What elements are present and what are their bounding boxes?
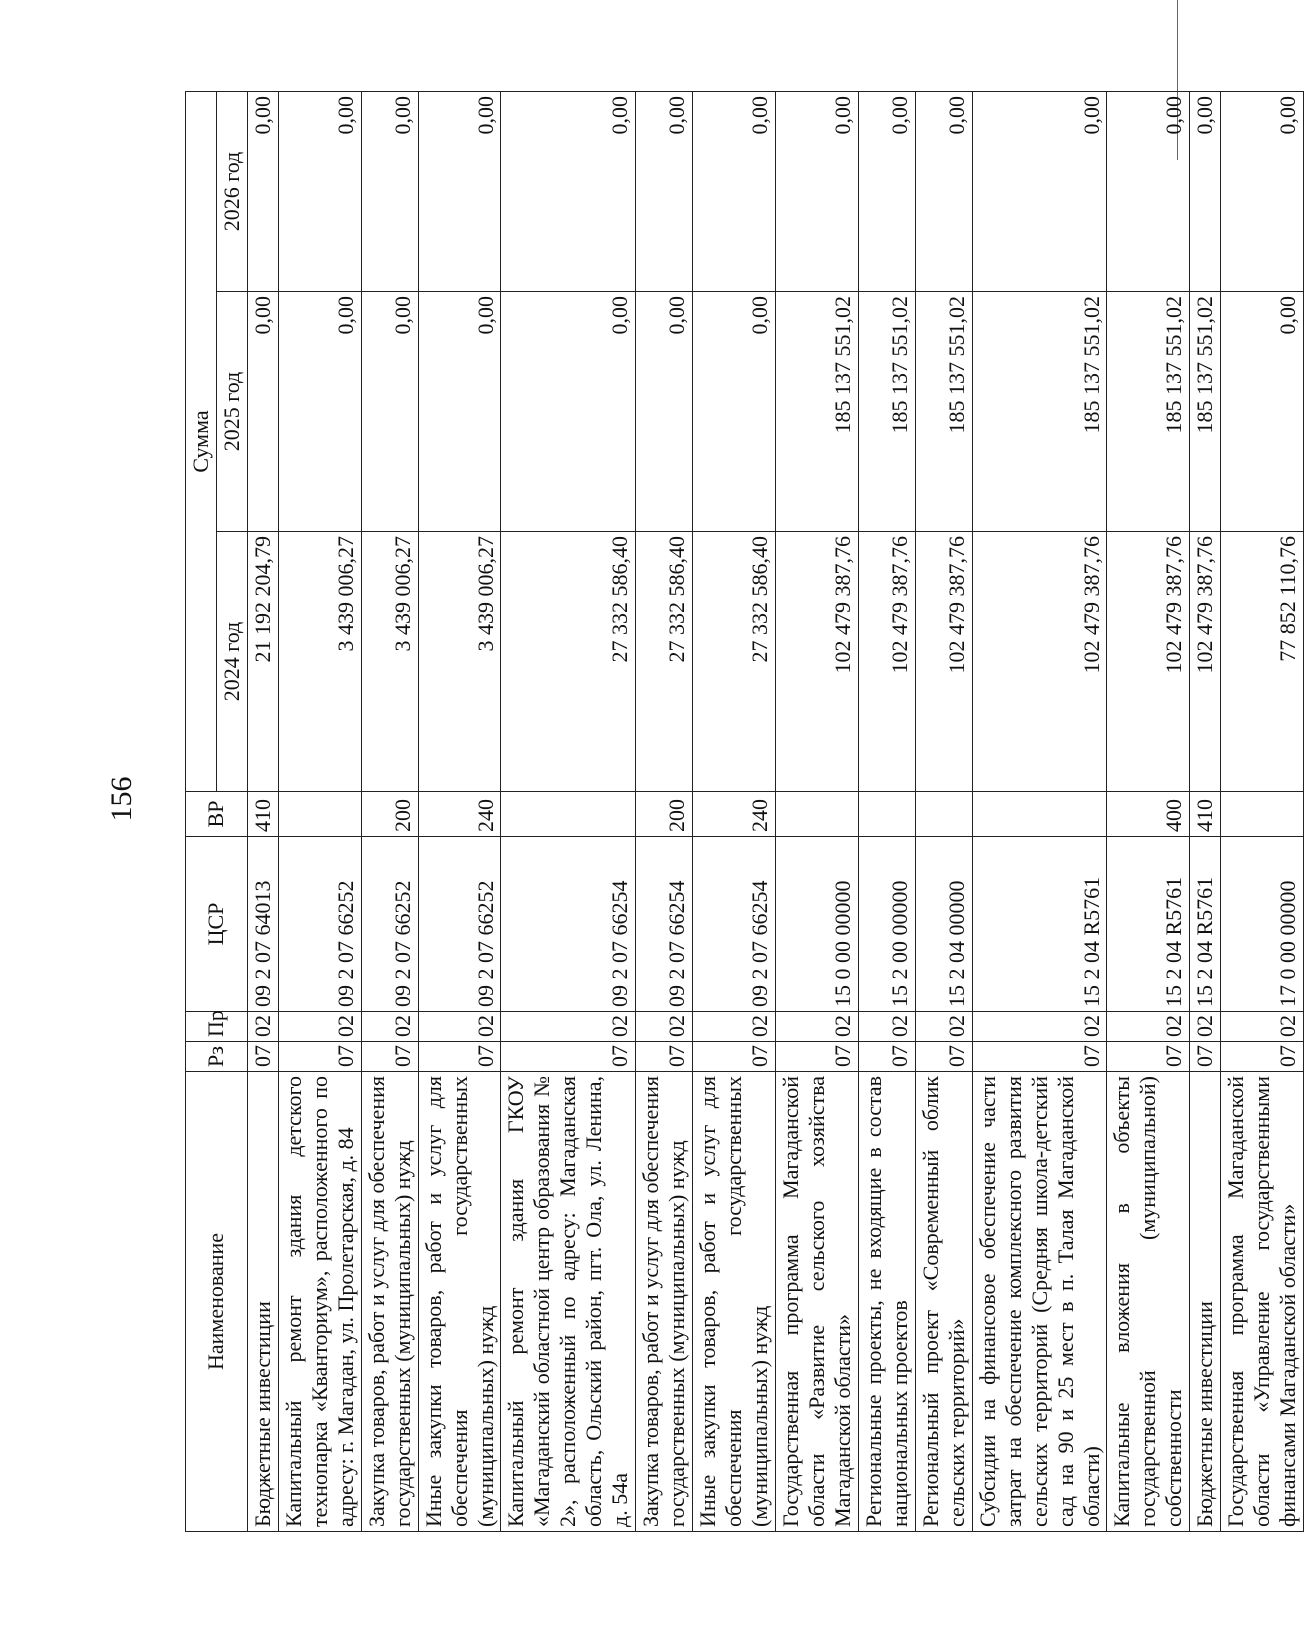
row-name: Иные закупки товаров, работ и услуг для обеспечения государственных (муниципальных) нужд (418, 1072, 501, 1532)
row-pr: 02 (278, 1012, 361, 1042)
row-pr: 02 (915, 1012, 972, 1042)
table-row (1221, 92, 1304, 1532)
table-row (693, 92, 776, 1532)
row-rz: 07 (776, 1042, 859, 1072)
row-csr: 15 0 00 00000 (776, 837, 859, 1012)
header-vr: ВР (186, 792, 248, 837)
table-row (247, 92, 278, 1532)
row-csr: 09 2 07 66252 (278, 837, 361, 1012)
row-2024: 102 479 387,76 (1190, 532, 1221, 792)
header-2024: 2024 год (216, 532, 247, 792)
row-csr: 15 2 04 R5761 (1190, 837, 1221, 1012)
row-vr (1221, 792, 1304, 837)
row-name: Региональные проекты, не входящие в состав национальных проектов (858, 1072, 915, 1532)
row-pr: 02 (361, 1012, 418, 1042)
row-rz: 07 (247, 1042, 278, 1072)
row-2025: 0,00 (501, 292, 636, 532)
row-rz: 07 (1107, 1042, 1190, 1072)
row-csr: 17 0 00 00000 (1221, 837, 1304, 1012)
row-vr (972, 792, 1107, 837)
row-2026: 0,00 (776, 92, 859, 292)
header-2026: 2026 год (216, 92, 247, 292)
row-vr (501, 792, 636, 837)
row-2026: 0,00 (972, 92, 1107, 292)
row-pr: 02 (972, 1012, 1107, 1042)
row-vr: 410 (247, 792, 278, 837)
row-vr: 400 (1107, 792, 1190, 837)
table-row (858, 92, 915, 1532)
header-row-1 (186, 92, 217, 1532)
row-name: Субсидии на финансовое обеспечение части затрат на обеспечение комплексного развития сельских территорий (Средняя школа-детский сад на 90 и 25 мест в п. Талая Магаданской области) (972, 1072, 1107, 1532)
row-2024: 102 479 387,76 (858, 532, 915, 792)
row-2026: 0,00 (1107, 92, 1190, 292)
row-2024: 102 479 387,76 (776, 532, 859, 792)
row-2025: 185 137 551,02 (858, 292, 915, 532)
row-pr: 02 (1190, 1012, 1221, 1042)
row-rz: 07 (501, 1042, 636, 1072)
row-2026: 0,00 (636, 92, 693, 292)
row-csr: 09 2 07 66254 (636, 837, 693, 1012)
row-name: Иные закупки товаров, работ и услуг для обеспечения государственных (муниципальных) нужд (693, 1072, 776, 1532)
header-pr: Пр (186, 1012, 248, 1042)
row-2025: 185 137 551,02 (1190, 292, 1221, 532)
row-2026: 0,00 (361, 92, 418, 292)
row-rz: 07 (361, 1042, 418, 1072)
row-pr: 02 (1107, 1012, 1190, 1042)
row-2025: 0,00 (1221, 292, 1304, 532)
budget-table (185, 91, 1304, 1532)
row-2026: 0,00 (1190, 92, 1221, 292)
row-name: Капитальный ремонт здания ГКОУ «Магаданский областной центр образования № 2», расположенный по адресу: Магаданская область, Ольский район, пгт. Ола, ул. Ленина, д. 54а (501, 1072, 636, 1532)
row-rz: 07 (278, 1042, 361, 1072)
header-2025: 2025 год (216, 292, 247, 532)
row-rz: 07 (972, 1042, 1107, 1072)
row-vr: 240 (693, 792, 776, 837)
row-2024: 27 332 586,40 (501, 532, 636, 792)
row-csr: 09 2 07 66252 (361, 837, 418, 1012)
row-vr (858, 792, 915, 837)
row-rz: 07 (418, 1042, 501, 1072)
header-csr: ЦСР (186, 837, 248, 1012)
row-rz: 07 (915, 1042, 972, 1072)
row-2025: 185 137 551,02 (776, 292, 859, 532)
table-row (361, 92, 418, 1532)
row-2025: 185 137 551,02 (972, 292, 1107, 532)
row-pr: 02 (636, 1012, 693, 1042)
table-row (776, 92, 859, 1532)
table-row (278, 92, 361, 1532)
budget-table-container (185, 92, 1301, 1532)
row-vr (278, 792, 361, 837)
row-2025: 0,00 (636, 292, 693, 532)
row-name: Региональный проект «Современный облик сельских территорий» (915, 1072, 972, 1532)
row-2024: 27 332 586,40 (636, 532, 693, 792)
table-row (1190, 92, 1221, 1532)
row-csr: 09 2 07 66254 (693, 837, 776, 1012)
row-pr: 02 (1221, 1012, 1304, 1042)
row-vr: 240 (418, 792, 501, 837)
row-csr: 09 2 07 66252 (418, 837, 501, 1012)
row-csr: 15 2 00 00000 (858, 837, 915, 1012)
table-row (915, 92, 972, 1532)
row-csr: 15 2 04 R5761 (1107, 837, 1190, 1012)
row-csr: 09 2 07 66254 (501, 837, 636, 1012)
row-name: Государственная программа Магаданской области «Управление государственными финансами Магаданской области» (1221, 1072, 1304, 1532)
row-2025: 0,00 (278, 292, 361, 532)
row-2025: 185 137 551,02 (915, 292, 972, 532)
row-rz: 07 (693, 1042, 776, 1072)
table-row (1107, 92, 1190, 1532)
header-name: Наименование (186, 1072, 248, 1532)
row-vr: 200 (361, 792, 418, 837)
row-2024: 77 852 110,76 (1221, 532, 1304, 792)
table-row (418, 92, 501, 1532)
row-csr: 15 2 04 R5761 (972, 837, 1107, 1012)
row-2026: 0,00 (247, 92, 278, 292)
row-name: Капитальный ремонт здания детского технопарка «Кванториум», расположенного по адресу: г. Магадан, ул. Пролетарская, д. 84 (278, 1072, 361, 1532)
row-rz: 07 (1190, 1042, 1221, 1072)
row-2025: 0,00 (247, 292, 278, 532)
row-2024: 21 192 204,79 (247, 532, 278, 792)
row-pr: 02 (693, 1012, 776, 1042)
row-2026: 0,00 (418, 92, 501, 292)
row-rz: 07 (636, 1042, 693, 1072)
row-pr: 02 (247, 1012, 278, 1042)
row-vr (776, 792, 859, 837)
row-csr: 09 2 07 64013 (247, 837, 278, 1012)
row-2024: 3 439 006,27 (361, 532, 418, 792)
row-2024: 27 332 586,40 (693, 532, 776, 792)
row-name: Закупка товаров, работ и услуг для обеспечения государственных (муниципальных) нужд (636, 1072, 693, 1532)
row-name: Закупка товаров, работ и услуг для обеспечения государственных (муниципальных) нужд (361, 1072, 418, 1532)
row-pr: 02 (776, 1012, 859, 1042)
row-pr: 02 (501, 1012, 636, 1042)
row-vr (915, 792, 972, 837)
row-2024: 3 439 006,27 (278, 532, 361, 792)
row-2026: 0,00 (501, 92, 636, 292)
row-vr: 200 (636, 792, 693, 837)
table-row (972, 92, 1107, 1532)
row-rz: 07 (858, 1042, 915, 1072)
row-2026: 0,00 (1221, 92, 1304, 292)
row-2025: 185 137 551,02 (1107, 292, 1190, 532)
row-name: Бюджетные инвестиции (1190, 1072, 1221, 1532)
row-2024: 3 439 006,27 (418, 532, 501, 792)
table-row (636, 92, 693, 1532)
row-pr: 02 (858, 1012, 915, 1042)
row-pr: 02 (418, 1012, 501, 1042)
row-name: Бюджетные инвестиции (247, 1072, 278, 1532)
row-rz: 07 (1221, 1042, 1304, 1072)
budget-table-body (247, 92, 1303, 1532)
row-2026: 0,00 (858, 92, 915, 292)
row-2026: 0,00 (915, 92, 972, 292)
row-name: Капитальные вложения в объекты государственной (муниципальной) собственности (1107, 1072, 1190, 1532)
header-sum: Сумма (186, 92, 217, 792)
row-name: Государственная программа Магаданской области «Развитие сельского хозяйства Магаданской области» (776, 1072, 859, 1532)
page-number: 156 (105, 776, 138, 822)
table-row (501, 92, 636, 1532)
row-2025: 0,00 (418, 292, 501, 532)
row-2026: 0,00 (278, 92, 361, 292)
row-2025: 0,00 (361, 292, 418, 532)
header-rz: Рз (186, 1042, 248, 1072)
row-2024: 102 479 387,76 (1107, 532, 1190, 792)
row-csr: 15 2 04 00000 (915, 837, 972, 1012)
row-2024: 102 479 387,76 (915, 532, 972, 792)
row-2026: 0,00 (693, 92, 776, 292)
row-2024: 102 479 387,76 (972, 532, 1107, 792)
row-vr: 410 (1190, 792, 1221, 837)
row-2025: 0,00 (693, 292, 776, 532)
